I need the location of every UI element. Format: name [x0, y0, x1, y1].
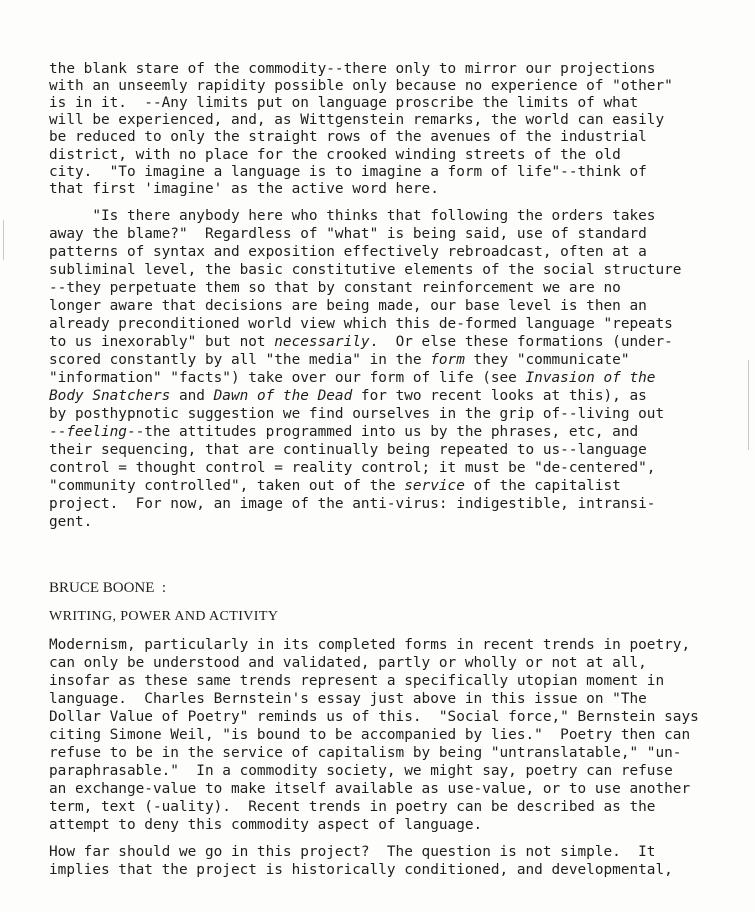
text-run: "information" "facts") take over our form of life (see: [49, 370, 526, 386]
section-title: WRITING, POWER AND ACTIVITY: [49, 609, 279, 624]
text-line: "Is there anybody here who thinks that following the orders takes: [49, 208, 656, 224]
text-line: [49, 388, 647, 404]
text-line: paraphrasable." In a commodity society, we might say, poetry can refuse: [49, 763, 673, 779]
text-line: refuse to be in the service of capitalism by being "untranslatable," "un-: [49, 745, 682, 761]
italic-run: necessarily: [274, 334, 370, 350]
italic-run: Dawn of the Dead: [213, 388, 353, 404]
text-line: language. Charles Bernstein's essay just above in this issue on "The: [49, 691, 647, 707]
text-line: already preconditioned world view which this de-formed language "repeats: [49, 316, 673, 332]
text-line: gent.: [49, 514, 93, 530]
text-line: control = thought control = reality control; it must be "de-centered",: [49, 460, 656, 476]
italic-run: Body Snatchers: [49, 388, 171, 404]
italic-run: Invasion of the: [525, 370, 656, 386]
text-line: longer aware that decisions are being made, our base level is then an: [49, 298, 647, 314]
text-line: [49, 334, 673, 350]
italic-run: form: [430, 352, 465, 368]
text-line: [49, 352, 630, 368]
text-line: insofar as these same trends represent a specifically utopian moment in: [49, 673, 665, 689]
text-line: is in it. --Any limits put on language proscribe the limits of what: [49, 95, 639, 111]
section-author: BRUCE BOONE :: [49, 580, 167, 596]
text-run: to us inexorably" but not: [49, 334, 275, 350]
text-line: [49, 370, 655, 386]
text-line: their sequencing, that are continually being repeated to us--language: [49, 442, 647, 458]
text-line: [49, 478, 621, 494]
text-line: citing Simone Weil, "is bound to be accompanied by lies." Poetry then can: [49, 727, 691, 743]
text-run: --: [49, 424, 67, 440]
text-line: city. "To imagine a language is to imagine a form of life"--think of: [49, 164, 647, 180]
text-line: project. For now, an image of the anti-virus: indigestible, intransi-: [49, 496, 656, 512]
text-line: away the blame?" Regardless of "what" is being said, use of standard: [49, 226, 647, 242]
text-line: term, text (-uality). Recent trends in poetry can be described as the: [49, 799, 656, 815]
text-run: "community controlled", taken out of the: [49, 478, 405, 494]
text-line: implies that the project is historically conditioned, and developmental,: [49, 862, 673, 878]
text-line: --they perpetuate them so that by constant reinforcement we are no: [49, 280, 621, 296]
text-line: [49, 424, 638, 440]
text-run: they "communicate": [464, 352, 630, 368]
left-edge-mark: [3, 220, 4, 260]
text-line: How far should we go in this project? The question is not simple. It: [49, 844, 656, 860]
text-line: attempt to deny this commodity aspect of language.: [49, 817, 483, 833]
text-run: of the capitalist: [464, 478, 621, 494]
right-edge-mark: [748, 360, 749, 450]
italic-run: feeling: [66, 424, 127, 440]
text-run: --the attitudes programmed into us by the phrases, etc, and: [126, 424, 639, 440]
text-line: with an unseemly rapidity possible only because no experience of "other": [49, 78, 673, 94]
text-line: Dollar Value of Poetry" reminds us of this. "Social force," Bernstein says: [49, 709, 699, 725]
text-line: the blank stare of the commodity--there only to mirror our projections: [49, 61, 656, 77]
text-line: an exchange-value to make itself available as use-value, or to use another: [49, 781, 691, 797]
text-line: that first 'imagine' as the active word here.: [49, 181, 439, 197]
text-line: subliminal level, the basic constitutive elements of the social structure: [49, 262, 682, 278]
text-run: and: [170, 388, 214, 404]
italic-run: service: [404, 478, 465, 494]
text-line: will be experienced, and, as Wittgenstein remarks, the world can easily: [49, 112, 665, 128]
text-run: . Or else these formations (under-: [369, 334, 673, 350]
text-line: be reduced to only the straight rows of the avenues of the industrial: [49, 129, 647, 145]
text-line: by posthypnotic suggestion we find ourselves in the grip of--living out: [49, 406, 665, 422]
text-run: scored constantly by all "the media" in the: [49, 352, 431, 368]
text-line: can only be understood and validated, partly or wholly or not at all,: [49, 655, 647, 671]
text-line: district, with no place for the crooked winding streets of the old: [49, 147, 621, 163]
text-line: patterns of syntax and exposition effectively rebroadcast, often at a: [49, 244, 647, 260]
text-run: for two recent looks at this), as: [352, 388, 647, 404]
text-line: Modernism, particularly in its completed forms in recent trends in poetry,: [49, 637, 691, 653]
